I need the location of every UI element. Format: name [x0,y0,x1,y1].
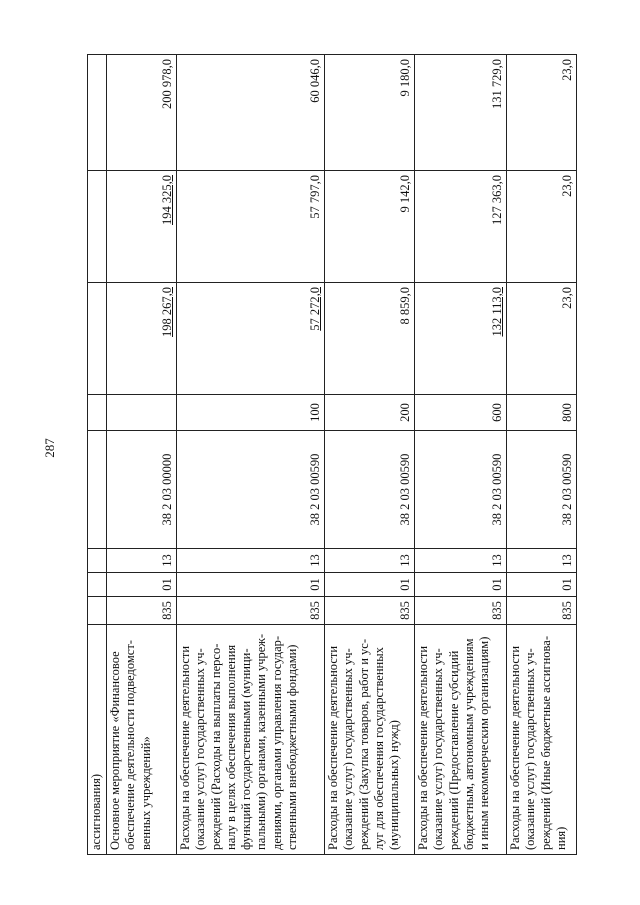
amount-year3 [88,55,107,171]
rz-cell: 01 [507,573,577,597]
amount-year2: 57 797,0 [177,171,325,283]
pr-cell: 13 [507,549,577,573]
ved-cell: 835 [177,597,325,625]
vr-cell [107,395,177,431]
vr-cell: 200 [325,395,415,431]
amount-year1: 198 267,0 [107,283,177,395]
vr-cell: 600 [415,395,507,431]
amount-year3: 9 180,0 [325,55,415,171]
amount-year2: 9 142,0 [325,171,415,283]
table-row [177,55,325,855]
csr-cell: 38 2 03 00590 [415,431,507,549]
vr-cell: 800 [507,395,577,431]
table-row [415,55,507,855]
ved-cell [88,597,107,625]
pr-cell [88,549,107,573]
amount-year2 [88,171,107,283]
csr-cell: 38 2 03 00000 [107,431,177,549]
amount-year1 [88,283,107,395]
table-row [507,55,577,855]
table-row [325,55,415,855]
pr-cell: 13 [325,549,415,573]
amount-year3: 60 046,0 [177,55,325,171]
pr-cell: 13 [415,549,507,573]
row-description: Расходы на обеспечение деятельности (оказание услуг) государственных уч-реждений (Предоставление субсидий бюджетным, автономным учреждениям и иным некоммерческим организациям) [415,625,507,855]
amount-year1: 23,0 [507,283,577,395]
rz-cell: 01 [415,573,507,597]
csr-cell: 38 2 03 00590 [177,431,325,549]
ved-cell: 835 [325,597,415,625]
table-row [107,55,177,855]
pr-cell: 13 [107,549,177,573]
csr-cell: 38 2 03 00590 [507,431,577,549]
amount-year3: 131 729,0 [415,55,507,171]
row-description: Основное мероприятие «Финансовое обеспечение деятельности подведомст-венных учреждений» [107,625,177,855]
amount-year1: 8 859,0 [325,283,415,395]
ved-cell: 835 [107,597,177,625]
rotated-page-content [87,55,577,855]
row-description: Расходы на обеспечение деятельности (оказание услуг) государственных уч-реждений (Закупка товаров, работ и ус-луг для обеспечения государственных (муниципальных) нужд) [325,625,415,855]
table-row [88,55,107,855]
csr-cell: 38 2 03 00590 [325,431,415,549]
rz-cell [88,573,107,597]
vr-cell [88,395,107,431]
ved-cell: 835 [507,597,577,625]
amount-year2: 194 325,0 [107,171,177,283]
rz-cell: 01 [325,573,415,597]
csr-cell [88,431,107,549]
pr-cell: 13 [177,549,325,573]
budget-table [87,54,577,855]
rz-cell: 01 [177,573,325,597]
amount-year1: 57 272,0 [177,283,325,395]
row-description: Расходы на обеспечение деятельности (оказание услуг) государственных уч-реждений (Расходы на выплаты персо-налу в целях обеспечения выполнения функций государственными (муници-пальными) органами, казенными учреж-дениями, органами управления государ-ственными внебюджетными фондами) [177,625,325,855]
page-number: 287 [42,438,57,458]
amount-year3: 200 978,0 [107,55,177,171]
row-description: Расходы на обеспечение деятельности (оказание услуг) государственных уч-реждений (Иные бюджетные ассигнова-ния) [507,625,577,855]
amount-year2: 127 363,0 [415,171,507,283]
rz-cell: 01 [107,573,177,597]
amount-year3: 23,0 [507,55,577,171]
row-description: ассигнования) [88,625,107,855]
ved-cell: 835 [415,597,507,625]
vr-cell: 100 [177,395,325,431]
amount-year2: 23,0 [507,171,577,283]
amount-year1: 132 113,0 [415,283,507,395]
